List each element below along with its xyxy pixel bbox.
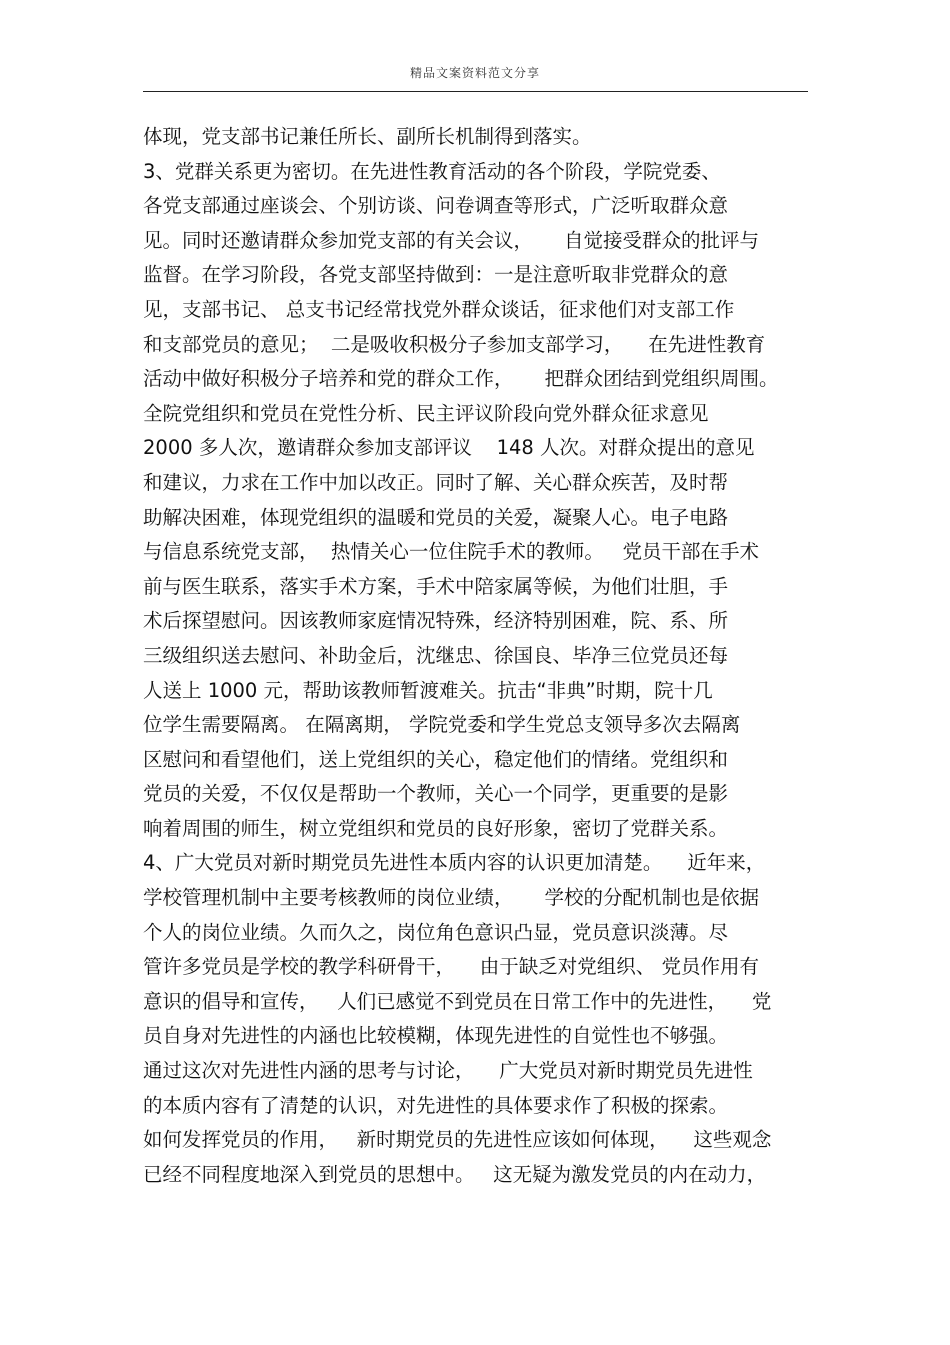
text-line: 监督。在学习阶段，各党支部坚持做到：一是注意听取非党群众的意 bbox=[143, 263, 729, 287]
text-line: 见。同时还邀请群众参加党支部的有关会议， 自觉接受群众的批评与 bbox=[143, 228, 759, 252]
text-line: 党员的关爱，不仅仅是帮助一个教师，关心一个同学，更重要的是影 bbox=[143, 782, 729, 806]
text-line: 前与医生联系，落实手术方案，手术中陪家属等候，为他们壮胆，手 bbox=[143, 574, 729, 598]
text-line: 和建议，力求在工作中加以改正。同时了解、关心群众疾苦，及时帮 bbox=[143, 470, 729, 494]
text-line: 助解决困难，体现党组织的温暖和党员的关爱，凝聚人心。电子电路 bbox=[143, 505, 729, 529]
text-line: 响着周围的师生，树立党组织和党员的良好形象，密切了党群关系。 bbox=[143, 816, 729, 840]
page-header-title: 精品文案资料范文分享 bbox=[409, 66, 540, 80]
text-line: 区慰问和看望他们，送上党组织的关心，稳定他们的情绪。党组织和 bbox=[143, 747, 729, 771]
text-line: 通过这次对先进性内涵的思考与讨论， 广大党员对新时期党员先进性 bbox=[143, 1059, 753, 1083]
text-line: 学校管理机制中主要考核教师的岗位业绩， 学校的分配机制也是依据 bbox=[143, 886, 759, 910]
text-line: 如何发挥党员的作用， 新时期党员的先进性应该如何体现， 这些观念 bbox=[143, 1128, 772, 1152]
text-line: 意识的倡导和宣传， 人们已感觉不到党员在日常工作中的先进性， 党 bbox=[143, 989, 772, 1013]
text-line: 全院党组织和党员在党性分析、民主评议阶段向党外群众征求意见 bbox=[143, 401, 709, 425]
text-line: 管许多党员是学校的教学科研骨干， 由于缺乏对党组织、 党员作用有 bbox=[143, 955, 759, 979]
header-divider bbox=[143, 91, 808, 92]
text-line: 三级组织送去慰问、补助金后，沈继忠、徐国良、毕净三位党员还每 bbox=[143, 643, 729, 667]
text-line: 位学生需要隔离。 在隔离期， 学院党委和学生党总支领导多次去隔离 bbox=[143, 713, 741, 737]
text-line: 4、广大党员对新时期党员先进性本质内容的认识更加清楚。 近年来， bbox=[143, 851, 766, 875]
body-text bbox=[143, 120, 813, 1192]
text-line: 2000 多人次，邀请群众参加支部评议 148 人次。对群众提出的意见 bbox=[143, 436, 755, 460]
text-line: 体现，党支部书记兼任所长、副所长机制得到落实。 bbox=[143, 125, 592, 148]
text-line: 3、党群关系更为密切。在先进性教育活动的各个阶段，学院党委、 bbox=[143, 159, 721, 183]
text-line: 和支部党员的意见； 二是吸收积极分子参加支部学习， 在先进性教育 bbox=[143, 332, 766, 356]
text-line: 个人的岗位业绩。久而久之，岗位角色意识凸显，党员意识淡薄。尽 bbox=[143, 920, 729, 944]
text-line: 术后探望慰问。因该教师家庭情况特殊，经济特别困难，院、系、所 bbox=[143, 609, 729, 633]
text-line: 各党支部通过座谈会、个别访谈、问卷调查等形式，广泛听取群众意 bbox=[143, 194, 729, 218]
text-line: 活动中做好积极分子培养和党的群众工作， 把群众团结到党组织周围。 bbox=[143, 367, 779, 391]
text-line: 的本质内容有了清楚的认识，对先进性的具体要求作了积极的探索。 bbox=[143, 1093, 729, 1117]
text-line: 已经不同程度地深入到党员的思想中。 这无疑为激发党员的内在动力， bbox=[143, 1162, 767, 1186]
text-line: 见，支部书记、 总支书记经常找党外群众谈话，征求他们对支部工作 bbox=[143, 297, 735, 321]
text-line: 员自身对先进性的内涵也比较模糊，体现先进性的自觉性也不够强。 bbox=[143, 1024, 729, 1048]
text-line: 与信息系统党支部， 热情关心一位住院手术的教师。 党员干部在手术 bbox=[143, 540, 759, 564]
text-line: 人送上 1000 元，帮助该教师暂渡难关。抗击“非典”时期，院十几 bbox=[143, 678, 713, 702]
